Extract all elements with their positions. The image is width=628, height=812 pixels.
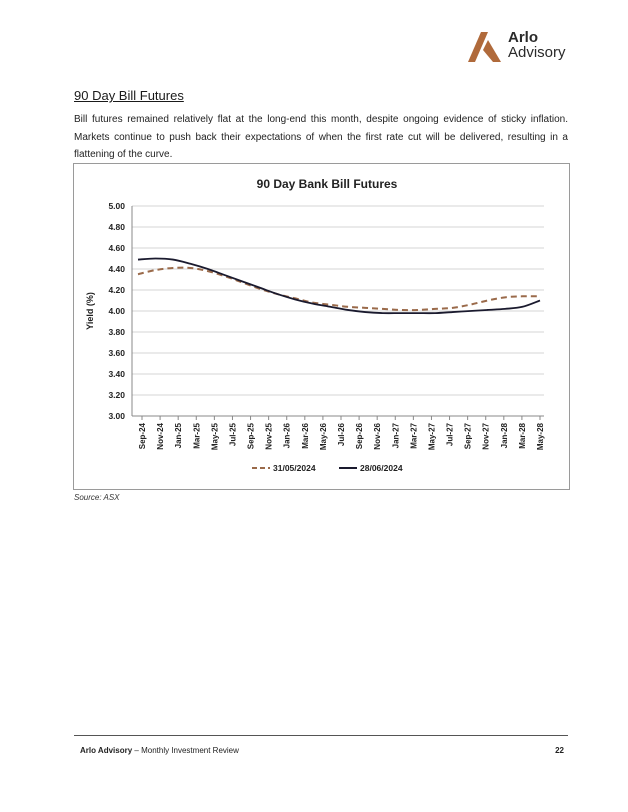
page-number: 22 [555,746,564,755]
chart-ylabel: Yield (%) [85,292,95,330]
footer-divider [74,735,568,736]
chart-y-ticks [108,201,125,421]
bill-futures-chart [74,164,569,489]
series-line-28-06-2024 [138,259,540,314]
x-tick-label: Sep-26 [355,423,365,450]
arlo-logo-icon [466,28,504,64]
x-tick-label: Sep-27 [463,423,473,450]
chart-series [138,259,540,314]
x-tick-label: Mar-27 [409,423,419,449]
x-tick-label: Nov-26 [373,423,383,450]
y-tick-label: 3.20 [108,390,125,400]
x-tick-label: Sep-24 [138,423,147,450]
x-tick-label: Nov-27 [481,423,491,450]
y-tick-label: 4.40 [108,264,125,274]
x-tick-label: Sep-25 [246,423,256,450]
x-tick-label: Jan-26 [282,423,292,449]
y-tick-label: 3.60 [108,348,125,358]
x-tick-label: Jul-26 [337,423,346,447]
section-body: Bill futures remained relatively flat at the long-end this month, despite ongoing evidence of sticky inflation. Markets continue to push back their expectations of when the first rate cut will be delivered, resulting in a flattening of the curve. [74,114,568,160]
x-tick-label: May-25 [210,423,220,451]
x-tick-label: Mar-25 [192,423,202,449]
x-tick-label: Nov-24 [156,423,166,450]
x-tick-label: Jul-25 [228,423,238,447]
x-tick-label: Jan-25 [174,423,184,449]
x-tick-label: May-28 [536,423,545,451]
x-tick-label: Jul-27 [445,423,455,447]
legend-label: 28/06/2024 [360,463,403,473]
x-tick-label: May-26 [318,423,328,451]
chart-legend [252,463,403,473]
y-tick-label: 5.00 [108,201,125,211]
legend-label: 31/05/2024 [273,463,316,473]
brand-name-line1: Arlo [508,29,538,46]
section-title: 90 Day Bill Futures [74,88,184,103]
x-tick-label: Jan-28 [499,423,509,449]
chart-frame [73,163,570,490]
footer-subtitle: – Monthly Investment Review [134,746,239,755]
y-tick-label: 4.20 [108,285,125,295]
y-tick-label: 4.60 [108,243,125,253]
x-tick-label: Jan-27 [391,423,401,449]
y-tick-label: 3.00 [108,411,125,421]
brand-name-line2: Advisory [508,44,566,61]
chart-x-ticks [138,416,545,450]
brand-logo [466,28,576,64]
footer-text [80,746,239,755]
x-tick-label: Mar-28 [517,423,527,449]
footer-brand: Arlo Advisory [80,746,133,755]
y-tick-label: 3.80 [108,327,125,337]
chart-title: 90 Day Bank Bill Futures [256,177,398,191]
x-tick-label: Mar-26 [300,423,310,449]
y-tick-label: 4.80 [108,222,125,232]
x-tick-label: May-27 [427,423,437,451]
source-note: Source: ASX [74,493,120,502]
x-tick-label: Nov-25 [264,423,274,450]
series-line-31-05-2024 [138,268,540,310]
y-tick-label: 4.00 [108,306,125,316]
y-tick-label: 3.40 [108,369,125,379]
